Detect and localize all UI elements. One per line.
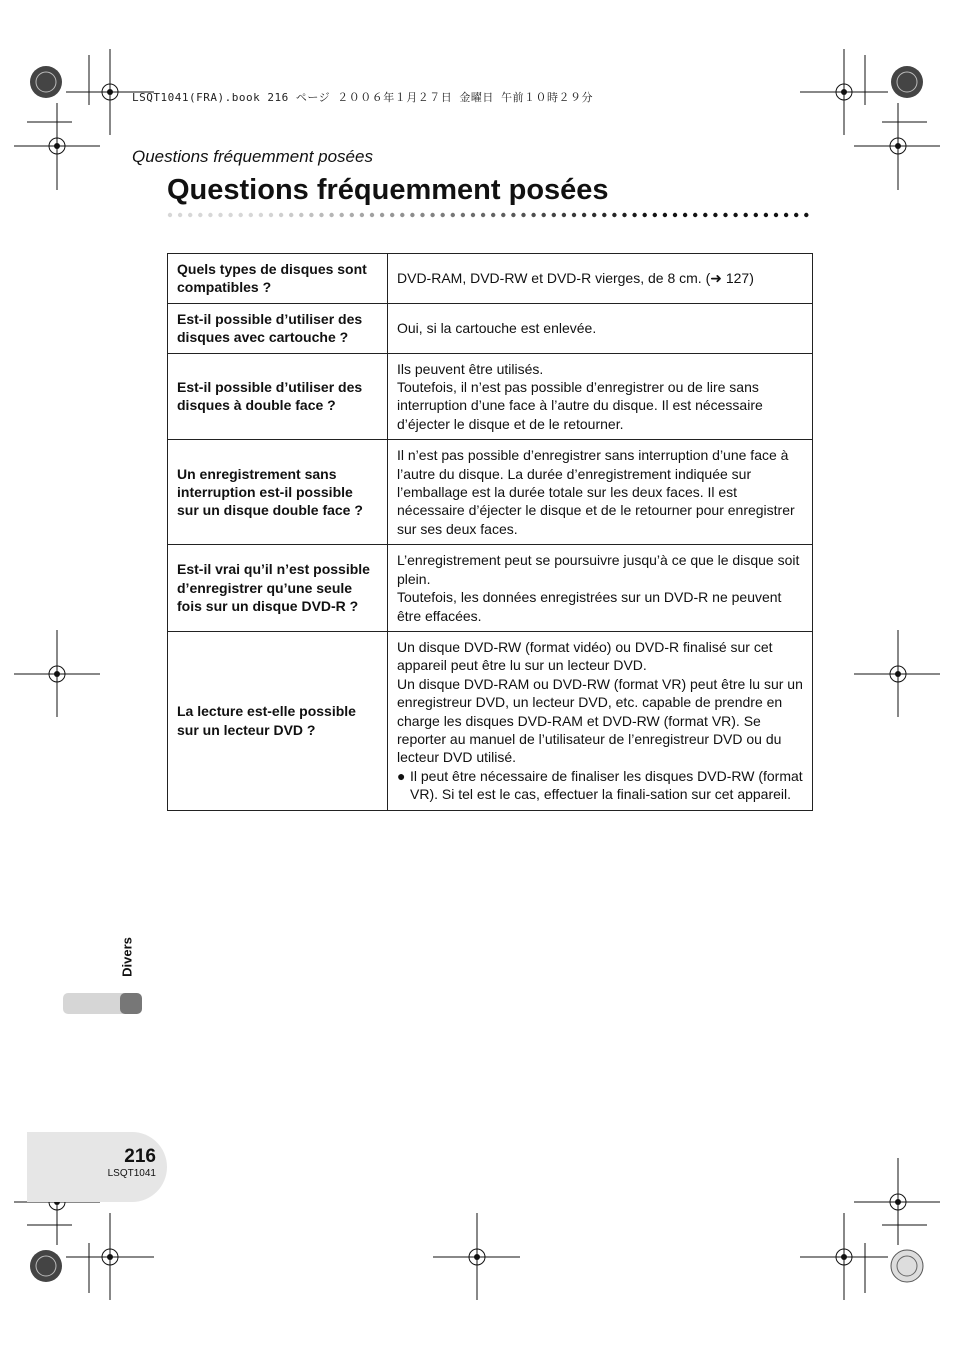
- rule-dot: [804, 213, 808, 217]
- rule-dot: [400, 213, 404, 217]
- answer-line: DVD-RAM, DVD-RW et DVD-R vierges, de 8 cm. (➜ 127): [397, 270, 754, 287]
- rule-dot: [683, 213, 687, 217]
- rule-dot: [461, 213, 465, 217]
- rule-dot: [653, 213, 657, 217]
- answer-line: Un disque DVD-RW (format vidéo) ou DVD-R finalisé sur cet appareil peut être lu sur un lecteur DVD.: [397, 638, 773, 674]
- rule-dot: [542, 213, 546, 217]
- answer-line: Il n’est pas possible d’enregistrer sans interruption d’une face à l’autre du disque. La durée d’enregistrement indiquée sur l’emballage est la durée totale sur les deux faces. Il est nécessaire d’éjecter le disque et de le retourner pour enregistrer sur ses deux faces.: [397, 447, 795, 537]
- rule-dot: [350, 213, 354, 217]
- answer-line: Oui, si la cartouche est enlevée.: [397, 320, 597, 337]
- faq-question: Un enregistrement sans interruption est-il possible sur un disque double face ?: [168, 440, 388, 545]
- rule-dot: [552, 213, 556, 217]
- rule-dot: [643, 213, 647, 217]
- dotted-rule: [167, 211, 815, 219]
- rule-dot: [784, 213, 788, 217]
- page-title: Questions fréquemment posées: [167, 174, 609, 206]
- answer-line: Toutefois, il n’est pas possible d’enregistrer ou de lire sans interruption d’une face à l’autre du disque. Il est nécessaire d’éjecter le disque et de le retourner.: [397, 379, 763, 432]
- faq-question: Est-il vrai qu’il n’est possible d’enregistrer qu’une seule fois sur un disque DVD-R ?: [168, 545, 388, 632]
- section-tab-marker-active: [120, 993, 142, 1014]
- rule-dot: [602, 213, 606, 217]
- rule-dot: [713, 213, 717, 217]
- rule-dot: [370, 213, 374, 217]
- faq-answer: [388, 440, 813, 545]
- rule-dot: [420, 213, 424, 217]
- rule-dot: [481, 213, 485, 217]
- rule-dot: [441, 213, 445, 217]
- rule-dot: [188, 213, 192, 217]
- faq-row: [168, 353, 813, 440]
- rule-dot: [299, 213, 303, 217]
- starburst-mark: [891, 1250, 923, 1282]
- rule-dot: [451, 213, 455, 217]
- answer-line: Un disque DVD-RAM ou DVD-RW (format VR) peut être lu sur un enregistreur DVD, un lecteur DVD, etc. capable de prendre en charge les disques DVD-RAM et DVD-RW (format VR). Se reporter au manuel de l’utilisateur de l’enregistreur DVD ou du lecteur DVD utilisé.: [397, 675, 803, 766]
- rule-dot: [521, 213, 525, 217]
- faq-row: [168, 631, 813, 810]
- rule-dot: [723, 213, 727, 217]
- faq-answer: [388, 303, 813, 353]
- faq-answer: [388, 631, 813, 810]
- page-number: 216: [124, 1146, 156, 1167]
- faq-row: [168, 440, 813, 545]
- starburst-mark: [891, 66, 923, 98]
- rule-dot: [703, 213, 707, 217]
- faq-question: La lecture est-elle possible sur un lecteur DVD ?: [168, 631, 388, 810]
- section-side-label: [112, 922, 142, 992]
- faq-table: [167, 253, 813, 811]
- faq-answer: [388, 545, 813, 632]
- bullet-text: Il peut être nécessaire de finaliser les disques DVD-RW (format VR). Si tel est le cas, effectuer la finali-sation sur cet appareil.: [410, 767, 803, 803]
- rule-dot: [198, 213, 202, 217]
- rule-dot: [582, 213, 586, 217]
- starburst-mark: [30, 66, 62, 98]
- rule-dot: [744, 213, 748, 217]
- rule-dot: [754, 213, 758, 217]
- rule-dot: [501, 213, 505, 217]
- bullet-icon: ●: [397, 767, 406, 784]
- running-head: Questions fréquemment posées: [132, 147, 373, 166]
- rule-dot: [622, 213, 626, 217]
- section-side-label-text: Divers: [119, 937, 135, 977]
- faq-question: Quels types de disques sont compatibles ?: [168, 254, 388, 304]
- rule-dot: [329, 213, 333, 217]
- faq-question: Est-il possible d’utiliser des disques avec cartouche ?: [168, 303, 388, 353]
- rule-dot: [228, 213, 232, 217]
- rule-dot: [249, 213, 253, 217]
- rule-dot: [289, 213, 293, 217]
- rule-dot: [390, 213, 394, 217]
- rule-dot: [208, 213, 212, 217]
- rule-dot: [562, 213, 566, 217]
- rule-dot: [178, 213, 182, 217]
- rule-dot: [410, 213, 414, 217]
- rule-dot: [239, 213, 243, 217]
- answer-line: Ils peuvent être utilisés.: [397, 360, 544, 377]
- rule-dot: [774, 213, 778, 217]
- rule-dot: [632, 213, 636, 217]
- faq-question: Est-il possible d’utiliser des disques à double face ?: [168, 353, 388, 440]
- faq-row: [168, 303, 813, 353]
- rule-dot: [279, 213, 283, 217]
- rule-dot: [269, 213, 273, 217]
- rule-dot: [572, 213, 576, 217]
- rule-dot: [491, 213, 495, 217]
- rule-dot: [733, 213, 737, 217]
- model-code: LSQT1041: [107, 1168, 156, 1179]
- faq-row: [168, 254, 813, 304]
- bullet-note: [397, 767, 803, 804]
- rule-dot: [360, 213, 364, 217]
- rule-dot: [764, 213, 768, 217]
- rule-dot: [794, 213, 798, 217]
- rule-dot: [319, 213, 323, 217]
- print-header-line: LSQT1041(FRA).book 216 ページ ２００６年１月２７日 金曜日 午前１０時２９分: [132, 91, 593, 104]
- answer-line: L’enregistrement peut se poursuivre jusqu’à ce que le disque soit plein.: [397, 552, 800, 587]
- rule-dot: [471, 213, 475, 217]
- faq-answer: [388, 254, 813, 304]
- rule-dot: [309, 213, 313, 217]
- rule-dot: [380, 213, 384, 217]
- rule-dot: [340, 213, 344, 217]
- rule-dot: [511, 213, 515, 217]
- rule-dot: [430, 213, 434, 217]
- rule-dot: [531, 213, 535, 217]
- faq-row: [168, 545, 813, 632]
- rule-dot: [612, 213, 616, 217]
- rule-dot: [218, 213, 222, 217]
- answer-line: Toutefois, les données enregistrées sur un DVD-R ne peuvent être effacées.: [397, 589, 782, 624]
- faq-answer: [388, 353, 813, 440]
- rule-dot: [259, 213, 263, 217]
- rule-dot: [168, 213, 172, 217]
- rule-dot: [693, 213, 697, 217]
- rule-dot: [592, 213, 596, 217]
- starburst-mark: [30, 1250, 62, 1282]
- rule-dot: [673, 213, 677, 217]
- rule-dot: [663, 213, 667, 217]
